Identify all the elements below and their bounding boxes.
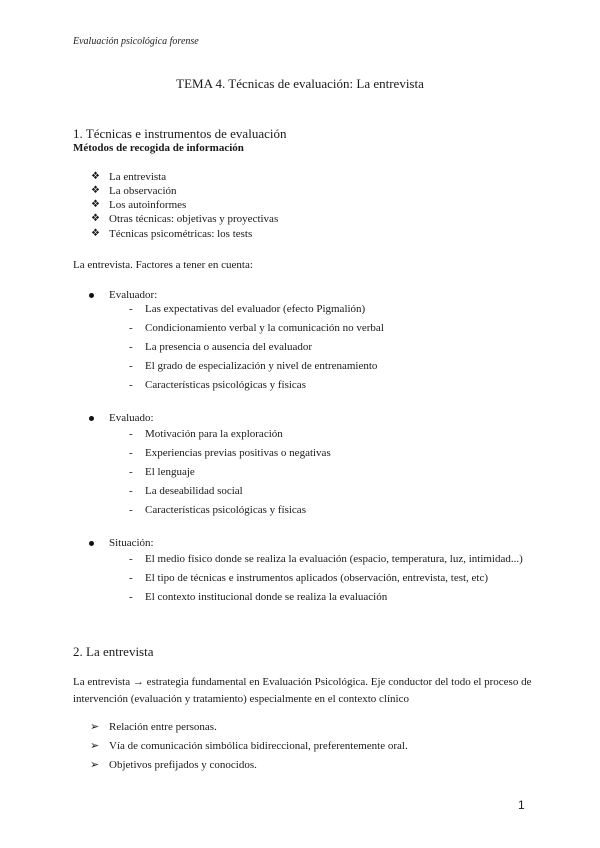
factor-label: Características psicológicas y físicas (145, 504, 306, 516)
method-label: La observación (109, 185, 177, 197)
method-label: La entrevista (109, 171, 167, 183)
circle-bullet-icon (89, 416, 94, 421)
circle-bullet-icon (89, 541, 94, 546)
diamond-bullet-icon: ❖ (91, 199, 100, 210)
group-label: Evaluador: (109, 289, 158, 301)
running-header: Evaluación psicológica forense (73, 36, 199, 47)
factor-label: El grado de especialización y nivel de entrenamiento (145, 360, 378, 372)
section-1-heading: 1. Técnicas e instrumentos de evaluación (73, 126, 287, 141)
point-label: Objetivos prefijados y conocidos. (109, 759, 257, 771)
group-label: Situación: (109, 537, 154, 549)
document-title: TEMA 4. Técnicas de evaluación: La entrevista (176, 76, 424, 91)
arrow-bullet-icon: ➢ (90, 721, 100, 733)
diamond-bullet-icon: ❖ (91, 213, 100, 224)
factor-label: Las expectativas del evaluador (efecto Pigmalión) (145, 303, 366, 315)
factor-label: Motivación para la exploración (145, 428, 283, 440)
dash-bullet-icon: - (129, 428, 133, 440)
factor-label: La deseabilidad social (145, 485, 243, 497)
dash-bullet-icon: - (129, 303, 133, 315)
factor-label: El lenguaje (145, 466, 195, 478)
diamond-bullet-icon: ❖ (91, 228, 100, 239)
factor-label: Características psicológicas y físicas (145, 379, 306, 391)
dash-bullet-icon: - (129, 322, 133, 334)
dash-bullet-icon: - (129, 553, 133, 565)
circle-bullet-icon (89, 293, 94, 298)
diamond-bullet-icon: ❖ (91, 185, 100, 196)
factor-label: Experiencias previas positivas o negativas (145, 447, 331, 459)
method-label: Los autoinformes (109, 199, 187, 211)
point-label: Vía de comunicación simbólica bidireccional, preferentemente oral. (109, 740, 408, 752)
dash-bullet-icon: - (129, 341, 133, 353)
arrow-bullet-icon: ➢ (90, 740, 100, 752)
dash-bullet-icon: - (129, 485, 133, 497)
entrevista-definition: La entrevista → estrategia fundamental en Evaluación Psicológica. Eje conductor del todo el proceso de intervención (evaluación y tratamiento) especialmente en el contexto clínico (73, 676, 532, 705)
factor-label: El contexto institucional donde se realiza la evaluación (145, 591, 388, 603)
factors-intro: La entrevista. Factores a tener en cuenta: (73, 259, 253, 271)
section-2-heading: 2. La entrevista (73, 644, 154, 659)
group-label: Evaluado: (109, 412, 154, 424)
factor-label: El tipo de técnicas e instrumentos aplicados (observación, entrevista, test, etc) (145, 572, 489, 584)
method-label: Técnicas psicométricas: los tests (109, 228, 253, 240)
page-number: 1 (518, 798, 525, 812)
dash-bullet-icon: - (129, 466, 133, 478)
factor-label: El medio físico donde se realiza la evaluación (espacio, temperatura, luz, intimidad...) (145, 553, 523, 565)
dash-bullet-icon: - (129, 504, 133, 516)
factor-label: La presencia o ausencia del evaluador (145, 341, 313, 353)
factor-label: Condicionamiento verbal y la comunicación no verbal (145, 322, 384, 334)
dash-bullet-icon: - (129, 572, 133, 584)
dash-bullet-icon: - (129, 447, 133, 459)
dash-bullet-icon: - (129, 591, 133, 603)
dash-bullet-icon: - (129, 360, 133, 372)
method-label: Otras técnicas: objetivas y proyectivas (109, 213, 279, 225)
methods-subheading: Métodos de recogida de información (73, 142, 244, 154)
dash-bullet-icon: - (129, 379, 133, 391)
point-label: Relación entre personas. (109, 721, 217, 733)
arrow-bullet-icon: ➢ (90, 759, 100, 771)
diamond-bullet-icon: ❖ (91, 171, 100, 182)
